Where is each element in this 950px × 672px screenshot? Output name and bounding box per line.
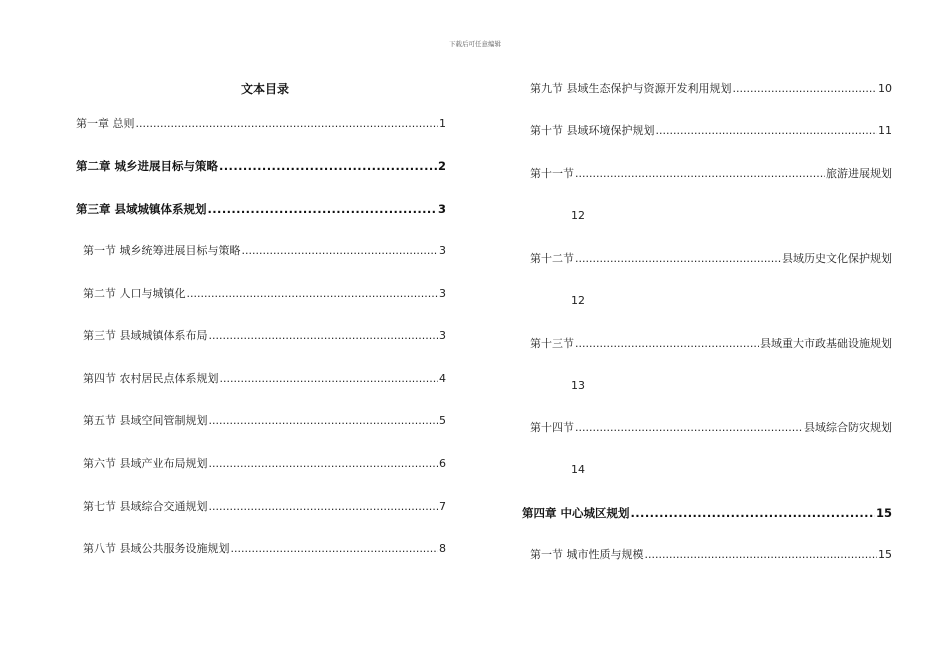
toc-entry-label: 第四章 中心城区规划 bbox=[522, 506, 630, 520]
toc-entry-label: 第三章 县域城镇体系规划 bbox=[76, 202, 207, 216]
toc-dot-leader bbox=[209, 329, 439, 343]
toc-entry[interactable] bbox=[530, 252, 892, 266]
toc-dot-leader bbox=[208, 202, 437, 216]
toc-entry[interactable] bbox=[83, 372, 446, 386]
toc-entry-page: 8 bbox=[439, 542, 446, 555]
toc-entry-label: 第十三节 bbox=[530, 337, 574, 350]
toc-entry[interactable] bbox=[76, 159, 446, 173]
toc-dot-leader bbox=[656, 124, 878, 138]
toc-dot-leader bbox=[645, 548, 878, 562]
toc-entry-page: 13 bbox=[571, 379, 585, 392]
toc-entry-page: 12 bbox=[571, 209, 585, 222]
toc-entry[interactable] bbox=[83, 414, 446, 428]
page-header-note: 下载后可任意编辑 bbox=[449, 40, 501, 48]
toc-entry[interactable] bbox=[83, 457, 446, 471]
toc-entry-label: 第十一节 bbox=[530, 167, 574, 180]
toc-entry-label: 第八节 县域公共服务设施规划 bbox=[83, 542, 230, 555]
toc-entry[interactable] bbox=[530, 124, 892, 138]
toc-entry-title-tail: 县域综合防灾规划 bbox=[804, 421, 892, 434]
toc-entry-page: 15 bbox=[875, 506, 892, 520]
toc-entry-title-tail: 县域历史文化保护规划 bbox=[782, 252, 892, 265]
toc-dot-leader bbox=[136, 117, 439, 131]
toc-entry-page: 14 bbox=[571, 463, 585, 476]
toc-entry-label: 第五节 县域空间管制规划 bbox=[83, 414, 208, 427]
toc-dot-leader bbox=[242, 244, 439, 258]
toc-dot-leader bbox=[631, 506, 875, 520]
toc-entry-title-tail: 县域重大市政基础设施规划 bbox=[760, 337, 892, 350]
toc-dot-leader bbox=[575, 252, 781, 266]
toc-entry-page: 12 bbox=[571, 294, 585, 307]
toc-entry[interactable] bbox=[76, 202, 446, 216]
toc-dot-leader bbox=[219, 159, 437, 173]
toc-entry-label: 第七节 县域综合交通规划 bbox=[83, 500, 208, 513]
toc-entry[interactable] bbox=[83, 542, 446, 556]
toc-entry[interactable] bbox=[76, 117, 446, 131]
toc-dot-leader bbox=[575, 167, 825, 181]
toc-dot-leader bbox=[220, 372, 439, 386]
toc-entry[interactable] bbox=[83, 329, 446, 343]
toc-entry-page: 15 bbox=[878, 548, 892, 561]
toc-entry-page: 3 bbox=[439, 287, 446, 300]
toc-dot-leader bbox=[209, 414, 439, 428]
toc-dot-leader bbox=[575, 421, 803, 435]
toc-dot-leader bbox=[209, 500, 439, 514]
toc-entry[interactable] bbox=[530, 548, 892, 562]
toc-entry[interactable] bbox=[83, 287, 446, 301]
toc-entry-page: 3 bbox=[437, 202, 446, 216]
toc-entry-page: 2 bbox=[437, 159, 446, 173]
toc-entry-label: 第九节 县域生态保护与资源开发利用规划 bbox=[530, 82, 732, 95]
toc-entry-label: 第二章 城乡进展目标与策略 bbox=[76, 159, 219, 173]
toc-dot-leader bbox=[187, 287, 439, 301]
toc-entry-page: 1 bbox=[439, 117, 446, 130]
toc-entry[interactable] bbox=[83, 244, 446, 258]
toc-entry-page: 7 bbox=[439, 500, 446, 513]
toc-entry-label: 第十四节 bbox=[530, 421, 574, 434]
toc-entry-label: 第二节 人口与城镇化 bbox=[83, 287, 186, 300]
toc-entry-page: 10 bbox=[878, 82, 892, 95]
toc-dot-leader bbox=[231, 542, 439, 556]
toc-dot-leader bbox=[209, 457, 439, 471]
toc-entry-label: 第一章 总则 bbox=[76, 117, 135, 130]
toc-entry-page: 6 bbox=[439, 457, 446, 470]
toc-entry[interactable] bbox=[522, 506, 892, 520]
toc-entry-label: 第一节 城市性质与规模 bbox=[530, 548, 644, 561]
toc-entry-label: 第十二节 bbox=[530, 252, 574, 265]
toc-entry-title-tail: 旅游进展规划 bbox=[826, 167, 892, 180]
toc-entry-label: 第十节 县域环境保护规划 bbox=[530, 124, 655, 137]
toc-entry-page: 4 bbox=[439, 372, 446, 385]
toc-entry[interactable] bbox=[530, 421, 892, 435]
toc-dot-leader bbox=[575, 337, 759, 351]
toc-entry-label: 第一节 城乡统筹进展目标与策略 bbox=[83, 244, 241, 257]
toc-entry[interactable] bbox=[83, 500, 446, 514]
toc-entry-label: 第六节 县域产业布局规划 bbox=[83, 457, 208, 470]
toc-title: 文本目录 bbox=[240, 82, 289, 96]
toc-entry[interactable] bbox=[530, 82, 892, 96]
toc-entry-label: 第四节 农村居民点体系规划 bbox=[83, 372, 219, 385]
toc-entry[interactable] bbox=[530, 167, 892, 181]
toc-entry-page: 3 bbox=[439, 329, 446, 342]
toc-entry-label: 第三节 县域城镇体系布局 bbox=[83, 329, 208, 342]
toc-entry-page: 3 bbox=[439, 244, 446, 257]
toc-dot-leader bbox=[733, 82, 878, 96]
toc-entry-page: 5 bbox=[439, 414, 446, 427]
toc-entry-page: 11 bbox=[878, 124, 892, 137]
toc-entry[interactable] bbox=[530, 337, 892, 351]
